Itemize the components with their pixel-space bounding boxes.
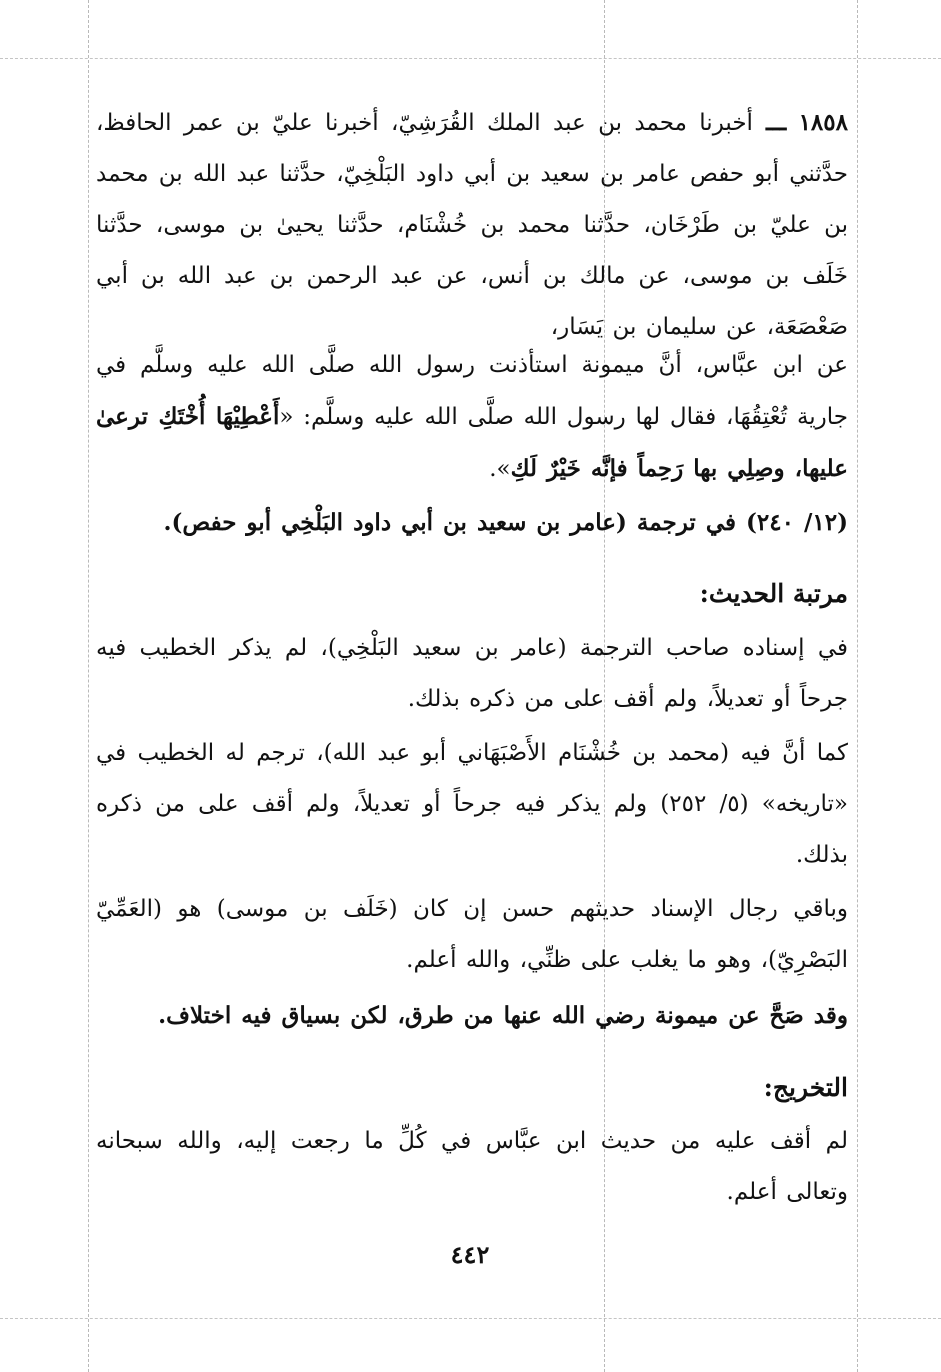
- hadith-number: ١٨٥٨: [798, 109, 848, 136]
- grade-paragraph-1: في إسناده صاحب الترجمة (عامر بن سعيد البَلْخِي)، لم يذكر الخطيب فيه جرحاً أو تعديلاً، ولم أقف على من ذكره بذلك.: [96, 635, 849, 712]
- takhrij-heading: التخريج:: [763, 1073, 848, 1102]
- margin-guide-top: [0, 58, 941, 59]
- hadith-chain: أخبرنا محمد بن عبد الملك القُرَشِيّ، أخبرنا عليّ بن عمر الحافظ، حدَّثني أبو حفص عامر بن سعيد بن أبي داود البَلْخِيّ، حدَّثنا عبد الله بن محمد بن عليّ بن طَرْخَان، حدَّثنا محمد بن خُشْنَام، حدَّثنا يحيىٰ بن موسى، حدَّثنا خَلَف بن موسى، عن مالك بن أنس، عن عبد الرحمن بن عبد الله بن أبي صَعْصَعَة، عن سليمان بن يَسَار،: [96, 110, 848, 340]
- margin-guide-bottom: [0, 1318, 941, 1319]
- hadith-isnad: ١٨٥٨ ـــ أخبرنا محمد بن عبد الملك القُرَشِيّ، أخبرنا عليّ بن عمر الحافظ، حدَّثني أبو حفص عامر بن سعيد بن أبي داود البَلْخِيّ، حدَّثنا عبد الله بن محمد بن عليّ بن طَرْخَان، حدَّثنا محمد بن خُشْنَام، حدَّثنا يحيىٰ بن موسى، حدَّثنا خَلَف بن موسى، عن مالك بن أنس، عن عبد الرحمن بن عبد الله بن أبي صَعْصَعَة، عن سليمان بن يَسَار،: [96, 109, 848, 340]
- grade-paragraph-3: وباقي رجال الإسناد حديثهم حسن إن كان (خَلَف بن موسى) هو (العَمِّيّ البَصْرِيّ)، وهو ما يغلب على ظنِّي، والله أعلم.: [96, 896, 848, 973]
- margin-guide-left: [88, 0, 89, 1372]
- takhrij-paragraph: لم أقف عليه من حديث ابن عبَّاس في كُلِّ ما رجعت إليه، والله سبحانه وتعالى أعلم.: [96, 1128, 848, 1205]
- matn-quote: أَعْطِيْهَا أُخْتَكِ ترعىٰ عليها، وصِلِي بها رَحِماً فإنَّه خَيْرٌ لَكِ: [96, 403, 848, 482]
- grade-paragraph-2: كما أنَّ فيه (محمد بن خُشْنَام الأَصْبَهَاني أبو عبد الله)، ترجم له الخطيب في «تاريخه» (٥/ ٢٥٢) ولم يذكر فيه جرحاً أو تعديلاً، ولم أقف على من ذكره بذلك.: [96, 740, 848, 868]
- matn-end: ».: [489, 456, 511, 482]
- grade-heading: مرتبة الحديث:: [699, 579, 848, 608]
- margin-guide-right: [857, 0, 858, 1372]
- grade-paragraph-4: وقد صَحَّ عن ميمونة رضي الله عنها من طرق، لكن بسياق فيه اختلاف.: [158, 1002, 848, 1029]
- page-number: ٤٤٢: [450, 1240, 490, 1269]
- hadith-matn: [96, 340, 848, 495]
- hadith-reference: (١٢/ ٢٤٠) في ترجمة (عامر بن سعيد بن أبي داود البَلْخِي أبو حفص).: [163, 509, 848, 536]
- matn-intro: عن ابن عبَّاس، أنَّ ميمونة استأذنت رسول الله صلَّى الله عليه وسلَّم في جارية تُعْتِقُهَا، فقال لها رسول الله صلَّى الله عليه وسلَّم: «: [96, 352, 849, 430]
